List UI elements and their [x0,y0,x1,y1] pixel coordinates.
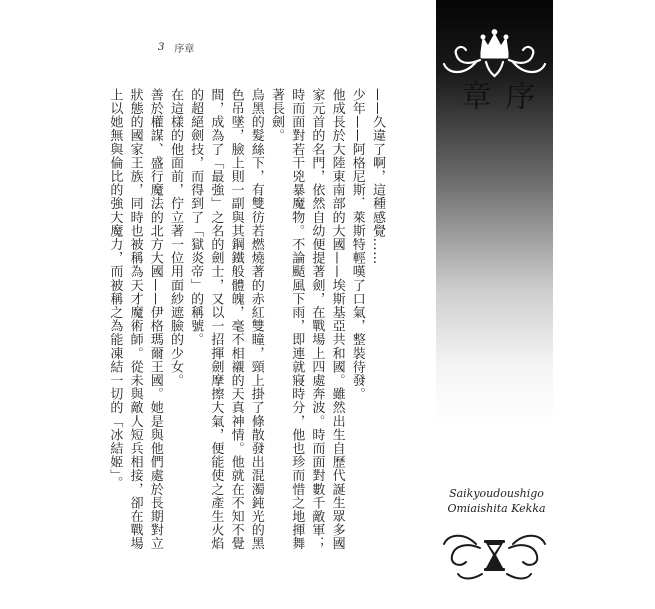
hourglass-icon [436,518,553,590]
body-text [104,88,387,558]
chapter-title [436,80,553,160]
romanized-title [444,486,549,516]
subtitle-line: Omiaishita Kekka [447,502,546,515]
header-title: 序章 [174,44,195,55]
paragraph: 少年——阿格尼斯．萊斯特輕嘆了口氣，整裝待發。 [349,88,365,401]
chapter-band [436,0,553,609]
page-number: 3 [158,42,165,53]
paragraph: ——久違了啊，這種感覺…… [370,88,385,265]
paragraph: 在這樣的他面前，佇立著一位用面紗遮臉的少女。 [167,88,183,388]
paragraph: 烏黑的髮絲下，有雙彷若燃燒著的赤紅雙瞳，頸上掛了條散發出混濁鈍光的黑色吊墜，臉上則一副與其鋼鐵般體魄，毫不相襯的天真神情。他就在不知不覺間，成為了「最強」之名的劍士，又以一招揮劍摩擦大氣，便能使之產生火焰的超絕劍技，而得到了「獄炎帝」的稱號。 [188,88,264,551]
running-header [158,40,194,55]
paragraph: 善於權謀、盛行魔法的北方大國——伊格瑪爾王國。她是與他們處於長期對立狀態的國家王族，同時也被稱為天才魔術師。從未與敵人短兵相接，卻在戰場上以她無與倫比的強大魔力，而被稱之為能凍結一切的「冰結姬」。 [107,88,163,551]
paragraph: 他成長於大陸東南部的大國——埃斯基亞共和國。雖然出生自歷代誕生眾多國家元首的名門，依然自幼便提著劍，在戰場上四處奔波。時而面對數千敵軍；時而面對若干兇暴魔物。不論颳風下雨，即連就寢時分，他也珍而惜之地揮舞著長劍。 [268,88,345,551]
subtitle-line: Saikyoudoushigo [449,487,544,500]
chapter-title-text: 序章 [455,80,535,122]
